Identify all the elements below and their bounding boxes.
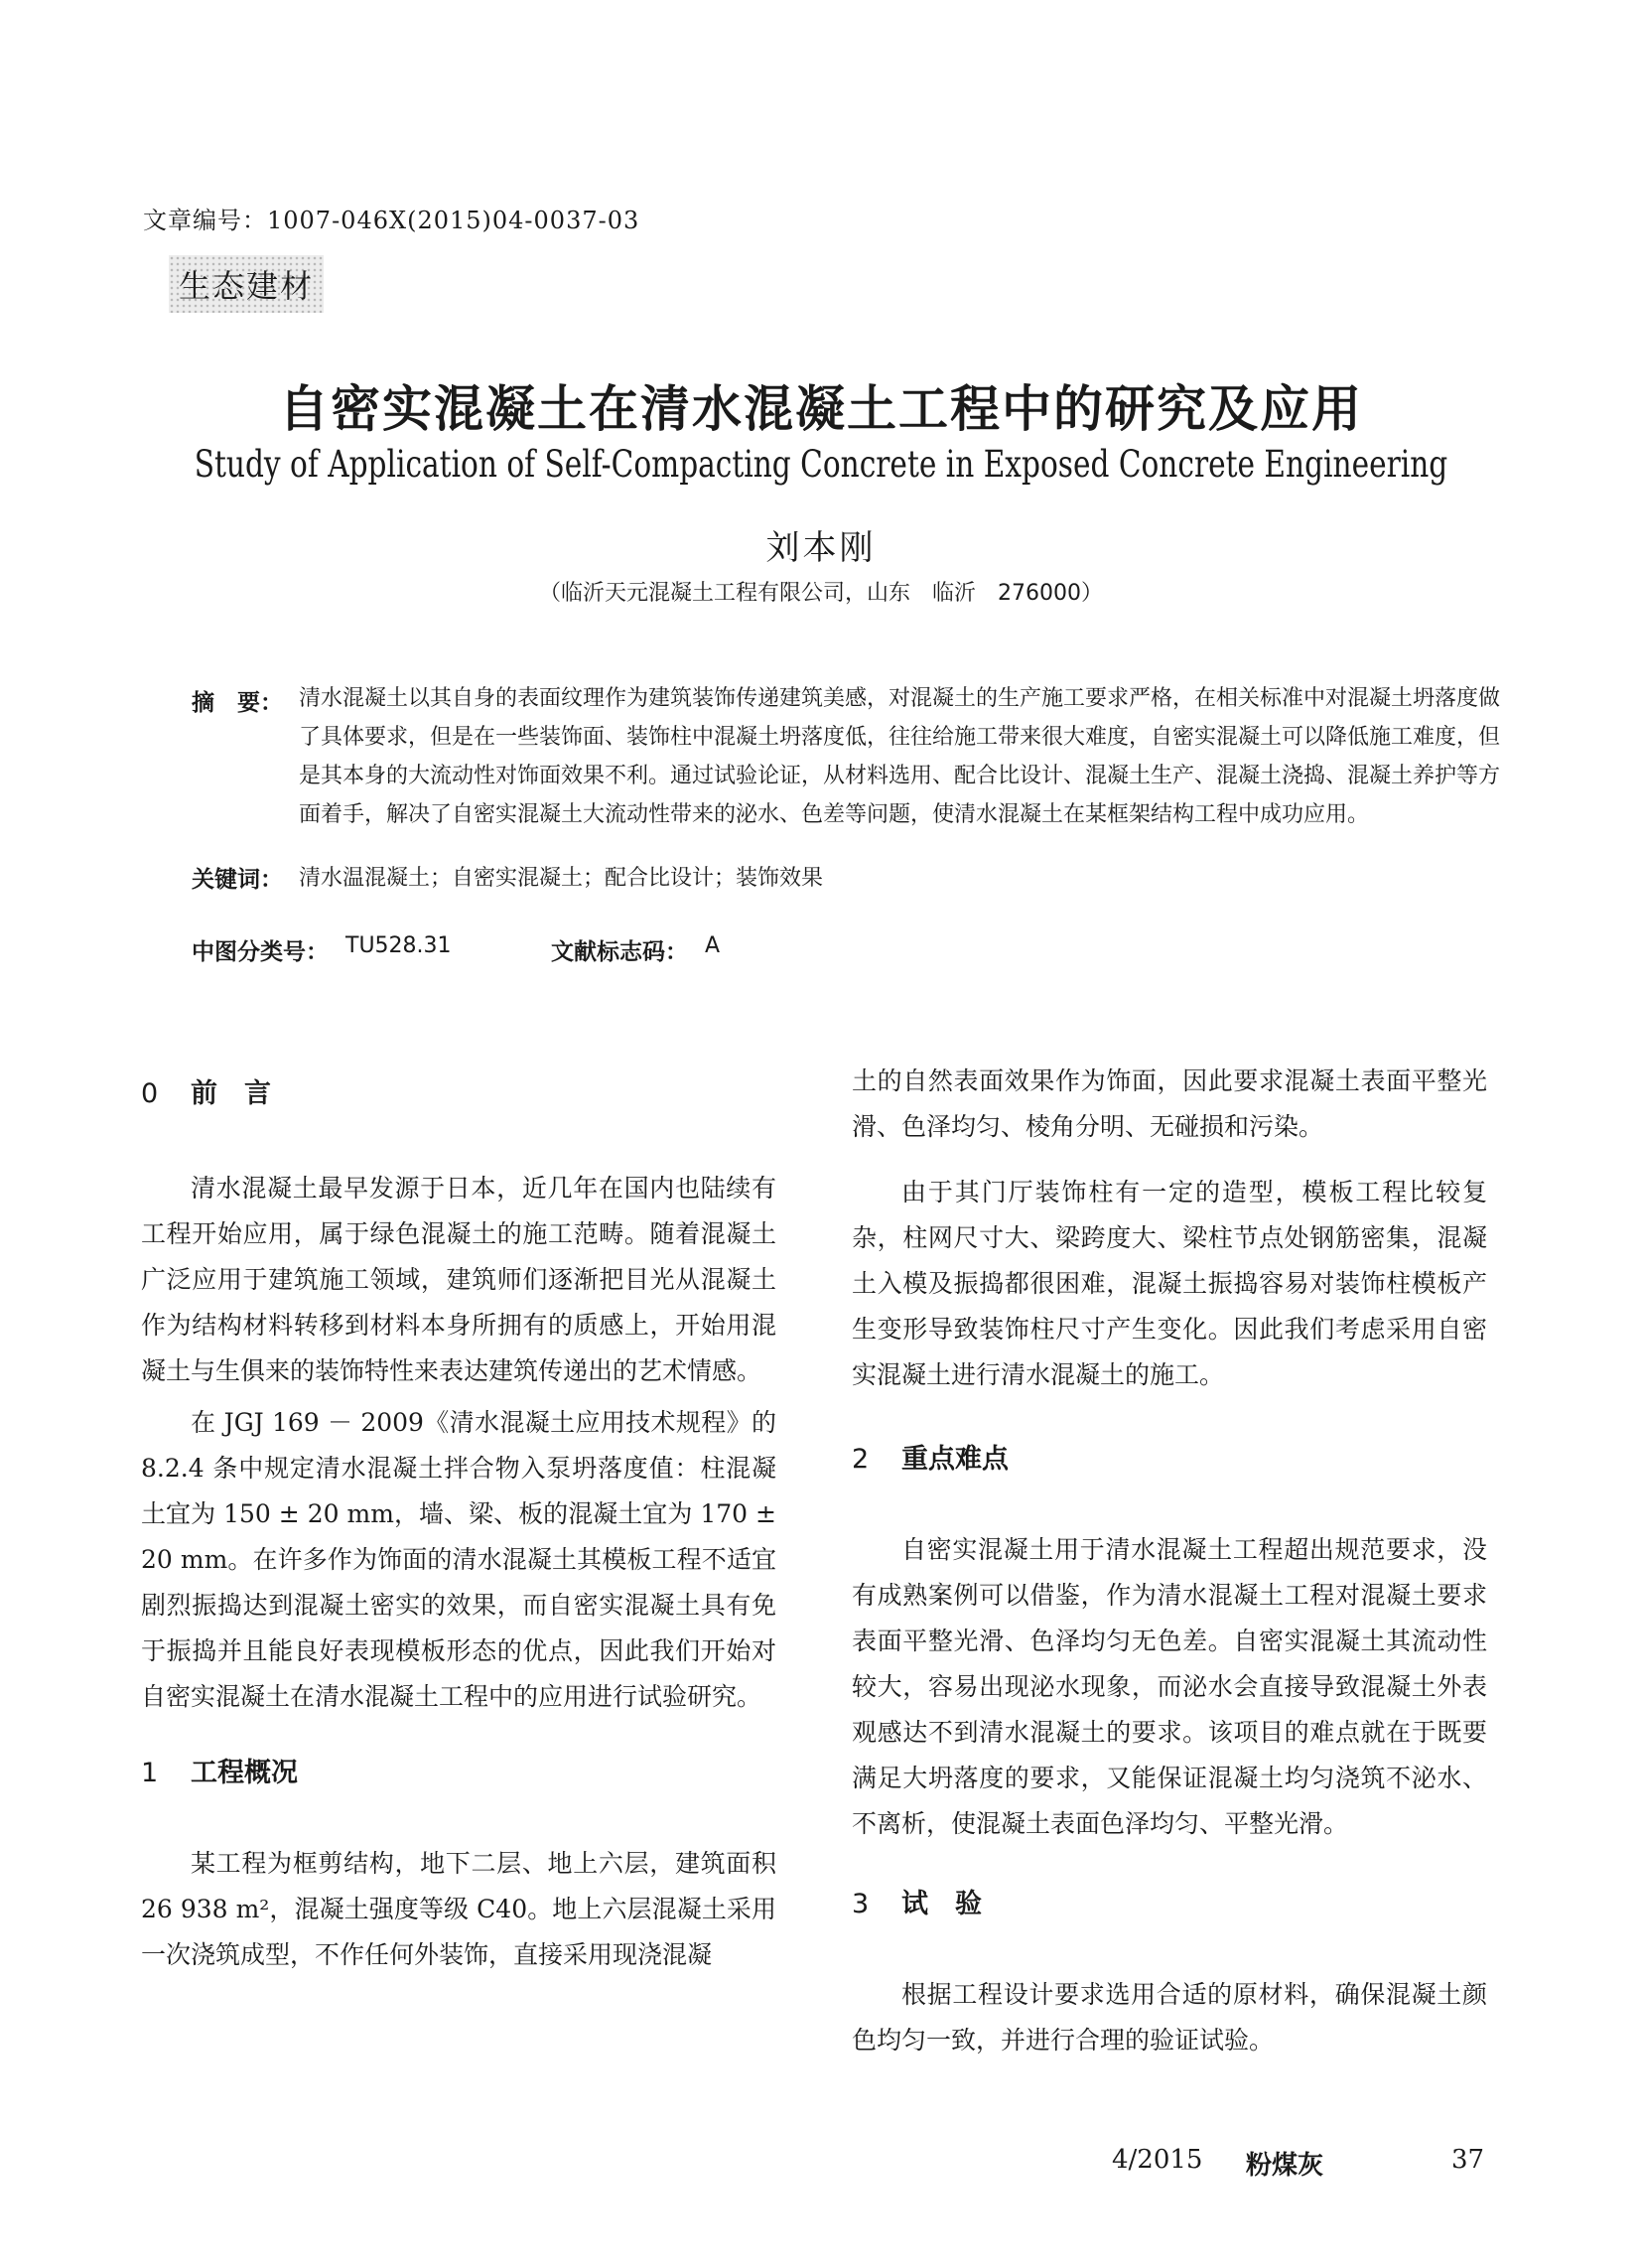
section-number: 2 <box>852 1444 870 1475</box>
section-1-paragraph-1: 某工程为框剪结构，地下二层、地上六层，建筑面积 26 938 m²，混凝土强度等级 C40。地上六层混凝土采用一次浇筑成型，不作任何外装饰，直接采用现浇混凝 <box>141 1849 776 1969</box>
section-number: 0 <box>141 1078 159 1109</box>
clc-label: 中图分类号： <box>192 939 329 965</box>
section-heading-3 <box>852 1883 1487 1926</box>
section-title: 工程概况 <box>191 1758 298 1788</box>
section-0-paragraph-1: 清水混凝土最早发源于日本，近几年在国内也陆续有工程开始应用，属于绿色混凝土的施工范畴。随着混凝土广泛应用于建筑施工领域，建筑师们逐渐把目光从混凝土作为结构材料转移到材料本身所拥有的质感上，开始用混凝土与生俱来的装饰特性来表达建筑传递出的艺术情感。 <box>141 1174 776 1385</box>
section-title: 试 验 <box>901 1889 982 1919</box>
section-2-paragraph-1: 自密实混凝土用于清水混凝土工程超出规范要求，没有成熟案例可以借鉴，作为清水混凝土工程对混凝土要求表面平整光滑、色泽均匀无色差。自密实混凝土其流动性较大，容易出现泌水现象，而泌水会直接导致混凝土外表观感达不到清水混凝土的要求。该项目的难点就在于既要满足大坍落度的要求，又能保证混凝土均匀浇筑不泌水、不离析，使混凝土表面色泽均匀、平整光滑。 <box>852 1535 1487 1838</box>
section-0-paragraph-2: 在 JGJ 169 － 2009《清水混凝土应用技术规程》的 8.2.4 条中规定清水混凝土拌合物入泵坍落度值：柱混凝土宜为 150 ± 20 mm，墙、梁、板的混凝土宜为 170 ± 20 mm。在许多作为饰面的清水混凝土其模板工程不适宜剧烈振捣达到混凝土密实的效果，而自密实混凝土具有免于振捣并且能良好表现模板形态的优点，因此我们开始对自密实混凝土在清水混凝土工程中的应用进行试验研究。 <box>141 1408 776 1711</box>
author-affiliation: （临沂天元混凝土工程有限公司，山东 临沂 276000） <box>539 581 1103 606</box>
abstract-label: 摘 要： <box>192 690 283 716</box>
keywords-label: 关键词： <box>192 867 283 893</box>
section-title: 前 言 <box>191 1078 271 1109</box>
article-number: 文章编号：1007-046X(2015)04-0037-03 <box>143 207 640 234</box>
clc-value: TU528.31 <box>345 933 452 958</box>
footer-journal-name: 粉煤灰 <box>1246 2151 1324 2181</box>
right-column <box>852 1059 1487 2063</box>
section-1-paragraph-1-continued: 土的自然表面效果作为饰面，因此要求混凝土表面平整光滑、色泽均匀、棱角分明、无碰损和污染。 <box>852 1066 1487 1141</box>
keywords-text: 清水温混凝土；自密实混凝土；配合比设计；装饰效果 <box>299 866 824 891</box>
document-code-label: 文献标志码： <box>551 939 688 965</box>
section-heading-0 <box>141 1072 776 1116</box>
section-heading-1 <box>141 1752 776 1795</box>
title-chinese: 自密实混凝土在清水混凝土工程中的研究及应用 <box>279 380 1363 438</box>
left-column <box>141 1072 776 1978</box>
footer-page-number: 37 <box>1451 2145 1485 2175</box>
section-3-paragraph-1: 根据工程设计要求选用合适的原材料，确保混凝土颜色均匀一致，并进行合理的验证试验。 <box>852 1980 1487 2055</box>
section-title: 重点难点 <box>901 1444 1009 1475</box>
section-1-paragraph-2: 由于其门厅装饰柱有一定的造型，模板工程比较复杂，柱网尺寸大、梁跨度大、梁柱节点处钢筋密集，混凝土入模及振捣都很困难，混凝土振捣容易对装饰柱模板产生变形导致装饰柱尺寸产生变化。因此我们考虑采用自密实混凝土进行清水混凝土的施工。 <box>852 1178 1487 1389</box>
document-code-value: A <box>705 933 721 958</box>
section-number: 3 <box>852 1889 870 1919</box>
column-badge: 生态建材 <box>169 255 324 313</box>
section-heading-2 <box>852 1438 1487 1482</box>
section-number: 1 <box>141 1758 159 1788</box>
author-name: 刘本刚 <box>765 528 877 568</box>
title-english: Study of Application of Self-Compacting Concrete in Exposed Concrete Engineering <box>194 443 1448 486</box>
footer-issue: 4/2015 <box>1112 2145 1203 2175</box>
abstract-text: 清水混凝土以其自身的表面纹理作为建筑装饰传递建筑美感，对混凝土的生产施工要求严格，在相关标准中对混凝土坍落度做了具体要求，但是在一些装饰面、装饰柱中混凝土坍落度低，往往给施工带来很大难度，自密实混凝土可以降低施工难度，但是其本身的大流动性对饰面效果不利。通过试验论证，从材料选用、配合比设计、混凝土生产、混凝土浇捣、混凝土养护等方面着手，解决了自密实混凝土大流动性带来的泌水、色差等问题，使清水混凝土在某框架结构工程中成功应用。 <box>299 686 1501 827</box>
